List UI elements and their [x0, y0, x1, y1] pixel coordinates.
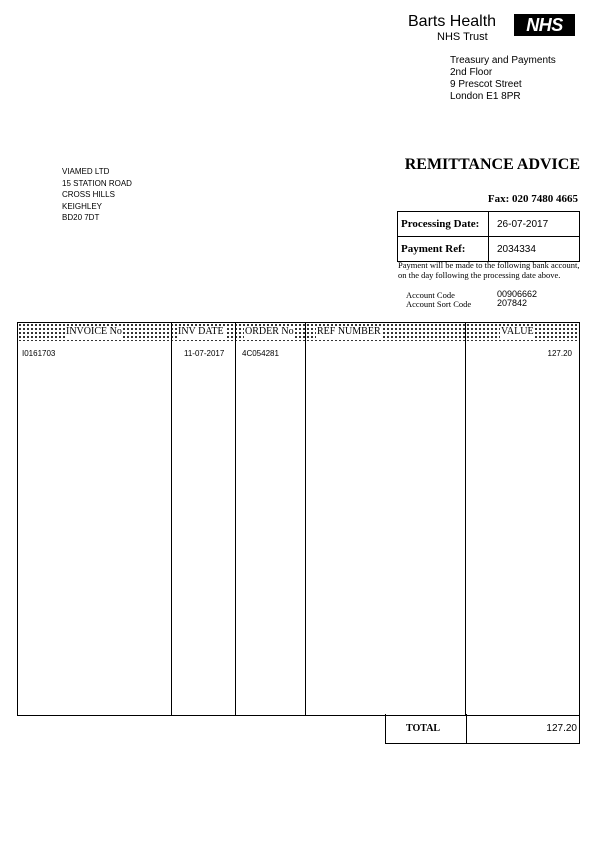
org-name: Barts Health: [408, 13, 497, 30]
processing-date-label: Processing Date:: [401, 218, 480, 230]
fax-number: Fax: 020 7480 4665: [487, 193, 578, 205]
header-ref-number: REF NUMBER: [317, 326, 381, 337]
dept-address: [450, 55, 556, 103]
supplier-address: [62, 166, 132, 224]
supplier-address-line: CROSS HILLS: [62, 190, 115, 199]
total-box: [385, 714, 580, 744]
cell-value: 127.20: [547, 349, 572, 358]
supplier-address-line: KEIGHLEY: [62, 201, 103, 211]
processing-date-value: 26-07-2017: [497, 219, 549, 230]
sort-code-label: Account Sort Code: [406, 299, 472, 309]
supplier-address-line: BD20 7DT: [62, 213, 100, 222]
org-trust: NHS Trust: [437, 31, 488, 43]
nhs-logo: NHS: [514, 14, 575, 36]
total-label: TOTAL: [406, 723, 441, 734]
header-order-no: ORDER No: [245, 326, 294, 337]
cell-inv-date: 11-07-2017: [184, 349, 225, 358]
payment-note-text: Payment will be made to the following bank account, on the day following the processing date above.: [398, 260, 580, 280]
supplier-address-line: 15 STATION ROAD: [62, 178, 132, 188]
account-code-label: Account Code: [406, 290, 455, 300]
sort-code-value: 207842: [497, 298, 528, 308]
header-value: VALUE: [501, 326, 534, 337]
document-title: REMITTANCE ADVICE: [404, 156, 580, 173]
cell-order-no: 4C054281: [242, 349, 279, 358]
payment-ref-label: Payment Ref:: [401, 243, 466, 255]
payment-ref-value: 2034334: [497, 244, 536, 255]
dept-address-line: 2nd Floor: [450, 67, 493, 78]
total-value: 127.20: [546, 723, 577, 734]
payment-note: [398, 261, 580, 280]
header-inv-date: INV DATE: [178, 326, 224, 337]
account-code-value: 00906662: [497, 289, 538, 299]
processing-box: [397, 211, 580, 262]
dept-address-line: London E1 8PR: [450, 91, 521, 102]
dept-address-line: 9 Prescot Street: [450, 79, 522, 90]
cell-invoice-no: I0161703: [22, 349, 56, 358]
invoice-table: [17, 322, 580, 716]
dept-address-line: Treasury and Payments: [450, 55, 556, 66]
supplier-address-line: VIAMED LTD: [62, 167, 110, 176]
header-invoice-no: INVOICE No: [66, 326, 122, 337]
